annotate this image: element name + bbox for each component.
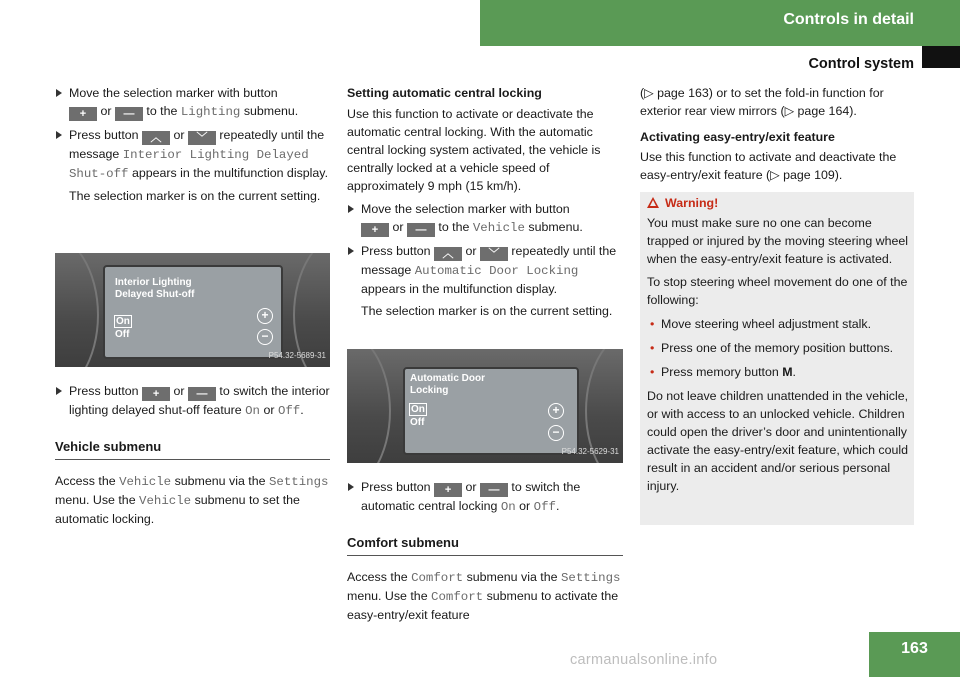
column-1 bbox=[55, 84, 330, 205]
page-number-box bbox=[869, 632, 960, 677]
step: Press button + or — to switch the automatic central locking On or Off. bbox=[347, 478, 623, 516]
plus-key-icon: + bbox=[69, 107, 97, 121]
step: Move the selection marker with button + or — to the Lighting submenu. bbox=[55, 84, 330, 121]
display-image-interior-lighting bbox=[55, 253, 330, 367]
warning-paragraph: Do not leave children unattended in the vehicle, or with access to an unlocked vehicle. Children could open the driver’s door and unintentionally activate the easy-entry/exit feature, which could result in an accident and/or serious personal injury. bbox=[647, 389, 909, 493]
warning-bullet: • Press memory button M. bbox=[647, 363, 911, 381]
column-2 bbox=[347, 84, 623, 320]
warning-paragraph: You must make sure no one can become trapped or injured by the moving steering wheel when the easy-entry/exit feature is activated. bbox=[647, 216, 909, 266]
step: Press button ︿ or ﹀ repeatedly until the message Automatic Door Locking appears in the multifunction display. bbox=[347, 242, 623, 298]
minus-key-icon: — bbox=[407, 223, 435, 237]
plus-circle-icon: + bbox=[257, 308, 273, 324]
figure-code: P54.32-5689-31 bbox=[268, 351, 326, 360]
section-heading: Comfort submenu bbox=[347, 534, 623, 556]
display-line: Locking bbox=[410, 385, 449, 396]
step-note: The selection marker is on the current setting. bbox=[361, 304, 613, 318]
display-option-off: Off bbox=[410, 417, 425, 428]
display-image-door-locking bbox=[347, 349, 623, 463]
paragraph: Access the Vehicle submenu via the Settings menu. Use the Vehicle submenu to set the automatic locking. bbox=[55, 474, 329, 526]
section-heading: Activating easy-entry/exit feature bbox=[640, 130, 835, 144]
minus-circle-icon: − bbox=[548, 425, 564, 441]
page-number: 163 bbox=[901, 640, 928, 657]
column-1-lower bbox=[55, 382, 330, 528]
plus-key-icon: + bbox=[434, 483, 462, 497]
section-heading: Setting automatic central locking bbox=[347, 86, 542, 100]
down-key-icon: ﹀ bbox=[188, 131, 216, 145]
step-note: The selection marker is on the current setting. bbox=[69, 189, 321, 203]
warning-paragraph: To stop steering wheel movement do one of the following: bbox=[647, 275, 908, 307]
minus-circle-icon: − bbox=[257, 329, 273, 345]
section-heading: Vehicle submenu bbox=[55, 438, 330, 460]
step: Press button + or — to switch the interior lighting delayed shut-off feature On or Off. bbox=[55, 382, 330, 420]
display-option-on: On bbox=[411, 404, 425, 415]
header-marker bbox=[922, 46, 960, 68]
section-title: Controls in detail bbox=[783, 11, 914, 28]
up-key-icon: ︿ bbox=[434, 247, 462, 261]
column-2-lower bbox=[347, 478, 623, 624]
watermark: carmanualsonline.info bbox=[570, 652, 718, 668]
paragraph: Access the Comfort submenu via the Settings menu. Use the Comfort submenu to activate the easy-entry/exit feature bbox=[347, 570, 621, 622]
plus-key-icon: + bbox=[361, 223, 389, 237]
display-line: Delayed Shut-off bbox=[115, 289, 195, 300]
warning-title: Warning! bbox=[665, 196, 719, 210]
display-line: Interior Lighting bbox=[115, 277, 192, 288]
paragraph: (▷ page 163) or to set the fold-in function for exterior rear view mirrors (▷ page 164). bbox=[640, 86, 884, 118]
minus-key-icon: — bbox=[188, 387, 216, 401]
down-key-icon: ﹀ bbox=[480, 247, 508, 261]
warning-bullet: • Move steering wheel adjustment stalk. bbox=[647, 315, 911, 333]
step: Move the selection marker with button + or — to the Vehicle submenu. bbox=[347, 200, 623, 237]
step: Press button ︿ or ﹀ repeatedly until the message Interior Lighting Delayed Shut-off appears in the multifunction display. bbox=[55, 126, 330, 183]
plus-key-icon: + bbox=[142, 387, 170, 401]
up-key-icon: ︿ bbox=[142, 131, 170, 145]
minus-key-icon: — bbox=[480, 483, 508, 497]
plus-circle-icon: + bbox=[548, 403, 564, 419]
warning-box bbox=[640, 192, 914, 525]
figure-code: P54.32-5629-31 bbox=[561, 447, 619, 456]
display-option-on: On bbox=[116, 316, 130, 327]
header-bar bbox=[480, 0, 960, 46]
paragraph: Use this function to activate and deactivate the easy-entry/exit feature (▷ page 109). bbox=[640, 150, 897, 182]
column-3 bbox=[640, 84, 916, 184]
minus-key-icon: — bbox=[115, 107, 143, 121]
display-line: Automatic Door bbox=[410, 373, 485, 384]
paragraph: Use this function to activate or deactivate the automatic central locking. With the automatic central locking system activated, the vehicle is centrally locked at a vehicle speed of approximately 9 mph (15 km/h). bbox=[347, 107, 601, 193]
display-option-off: Off bbox=[115, 329, 130, 340]
warning-triangle-icon bbox=[647, 197, 659, 208]
warning-bullet: • Press one of the memory position buttons. bbox=[647, 339, 911, 357]
subsection-title: Control system bbox=[808, 56, 914, 72]
